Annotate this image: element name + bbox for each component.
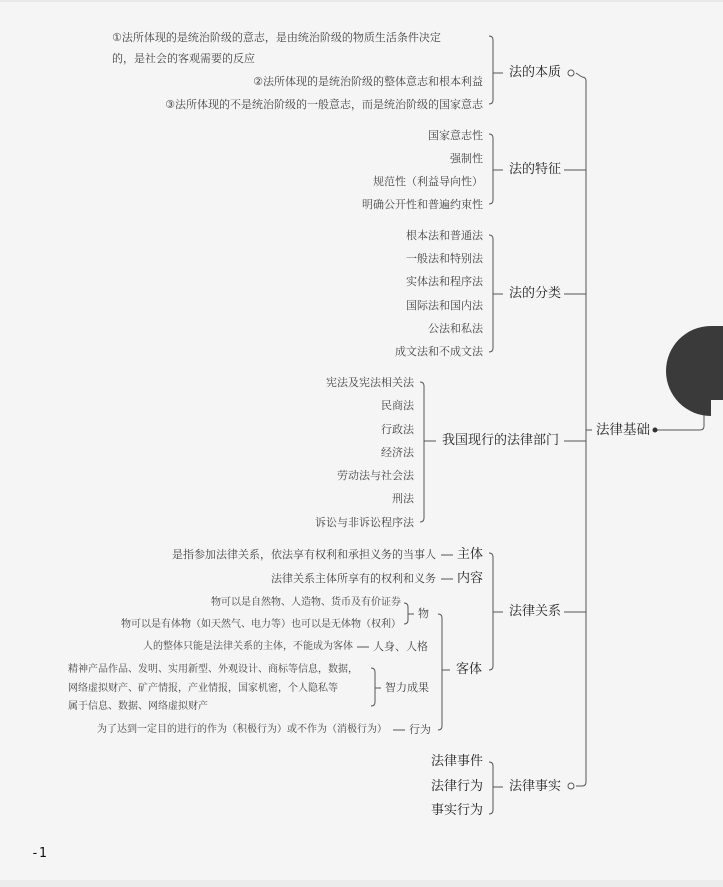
node-xingwei[interactable]: 行为	[409, 723, 431, 736]
node-wu[interactable]: 物	[418, 607, 429, 620]
shishi-item: 事实行为	[430, 803, 483, 818]
shishi-item: 法律行为	[430, 779, 483, 794]
node-shishi[interactable]: 法律事实	[509, 779, 562, 794]
wu-item: 物可以是自然物、人造物、货币及有价证券	[211, 597, 401, 608]
fenlei-bracket	[489, 235, 493, 352]
node-root[interactable]: 法律基础	[596, 422, 650, 438]
shishi-item: 法律事件	[430, 754, 483, 769]
tezheng-item: 规范性（利益导向性）	[373, 175, 483, 188]
fenlei-item: 实体法和程序法	[406, 275, 483, 288]
benzhi-collapse-node	[568, 70, 574, 76]
bumen-item: 行政法	[381, 423, 414, 436]
node-tezheng[interactable]: 法的特征	[509, 162, 562, 177]
benzhi-bracket	[489, 36, 493, 104]
wu-bracket	[404, 603, 408, 624]
keti-bracket	[438, 614, 442, 730]
benzhi-item-2: ②法所体现的是统治阶级的整体意志和根本利益	[253, 75, 483, 88]
node-keti[interactable]: 客体	[456, 662, 483, 677]
root-node-dot	[653, 428, 658, 433]
node-zhili[interactable]: 智力成果	[385, 681, 429, 694]
bumen-item: 经济法	[381, 446, 414, 459]
benzhi-item-1-cont: 的，是社会的客观需要的反应	[112, 52, 255, 65]
fenlei-item: 一般法和特别法	[406, 252, 483, 265]
zhili-bracket	[371, 668, 375, 706]
node-benzhi[interactable]: 法的本质	[509, 65, 562, 80]
fenlei-item: 国际法和国内法	[406, 299, 483, 312]
shishi-bracket	[489, 762, 493, 814]
bumen-item: 民商法	[381, 399, 414, 412]
renshen-desc: 人的整体只能是法律关系的主体，不能成为客体	[143, 641, 353, 652]
node-neirong[interactable]: 内容	[457, 571, 484, 586]
bumen-item: 宪法及宪法相关法	[326, 376, 414, 389]
tezheng-item: 明确公开性和普遍约束性	[362, 198, 483, 211]
zhili-item: 网络虚拟财产、矿产情报，产业情报，国家机密，个人隐私等	[68, 683, 338, 694]
node-renshen[interactable]: 人身、人格	[373, 640, 428, 653]
bumen-item: 诉讼与非诉讼程序法	[315, 516, 414, 529]
tezheng-item: 强制性	[450, 152, 483, 165]
bumen-bracket	[420, 382, 424, 522]
bumen-item: 刑法	[392, 492, 414, 505]
wu-item: 物可以是有体物（如天然气、电力等）也可以是无体物（权利）	[121, 619, 401, 630]
zhili-item: 精神产品作品、发明、实用新型、外观设计、商标等信息，数据，	[68, 664, 358, 675]
tezheng-bracket	[489, 134, 493, 204]
node-bumen[interactable]: 我国现行的法律部门	[442, 433, 560, 448]
xingwei-desc: 为了达到一定目的进行的作为（积极行为）或不作为（消极行为）	[97, 724, 387, 735]
benzhi-item-3: ③法所体现的不是统治阶级的一般意志，而是统治阶级的国家意志	[165, 98, 483, 111]
zhuti-desc: 是指参加法律关系，依法享有权利和承担义务的当事人	[172, 548, 436, 561]
bumen-item: 劳动法与社会法	[337, 469, 414, 482]
fenlei-item: 根本法和普通法	[406, 229, 483, 242]
page-indicator: -1	[31, 846, 47, 861]
shishi-collapse-node	[568, 783, 574, 789]
bottom-edge	[0, 880, 723, 887]
benzhi-item-1: ①法所体现的是统治阶级的意志，是由统治阶级的物质生活条件决定	[112, 31, 441, 44]
neirong-desc: 法律关系主体所享有的权利和义务	[271, 572, 436, 585]
main-trunk	[582, 77, 586, 786]
tezheng-item: 国家意志性	[428, 129, 483, 142]
node-guanxi[interactable]: 法律关系	[509, 604, 562, 619]
fenlei-item: 公法和私法	[428, 322, 483, 335]
fenlei-item: 成文法和不成文法	[395, 345, 483, 358]
guanxi-bracket	[489, 553, 493, 670]
node-fenlei[interactable]: 法的分类	[509, 286, 562, 301]
zhili-item: 属于信息、数据、网络虚拟财产	[68, 701, 208, 712]
node-zhuti[interactable]: 主体	[457, 547, 484, 562]
